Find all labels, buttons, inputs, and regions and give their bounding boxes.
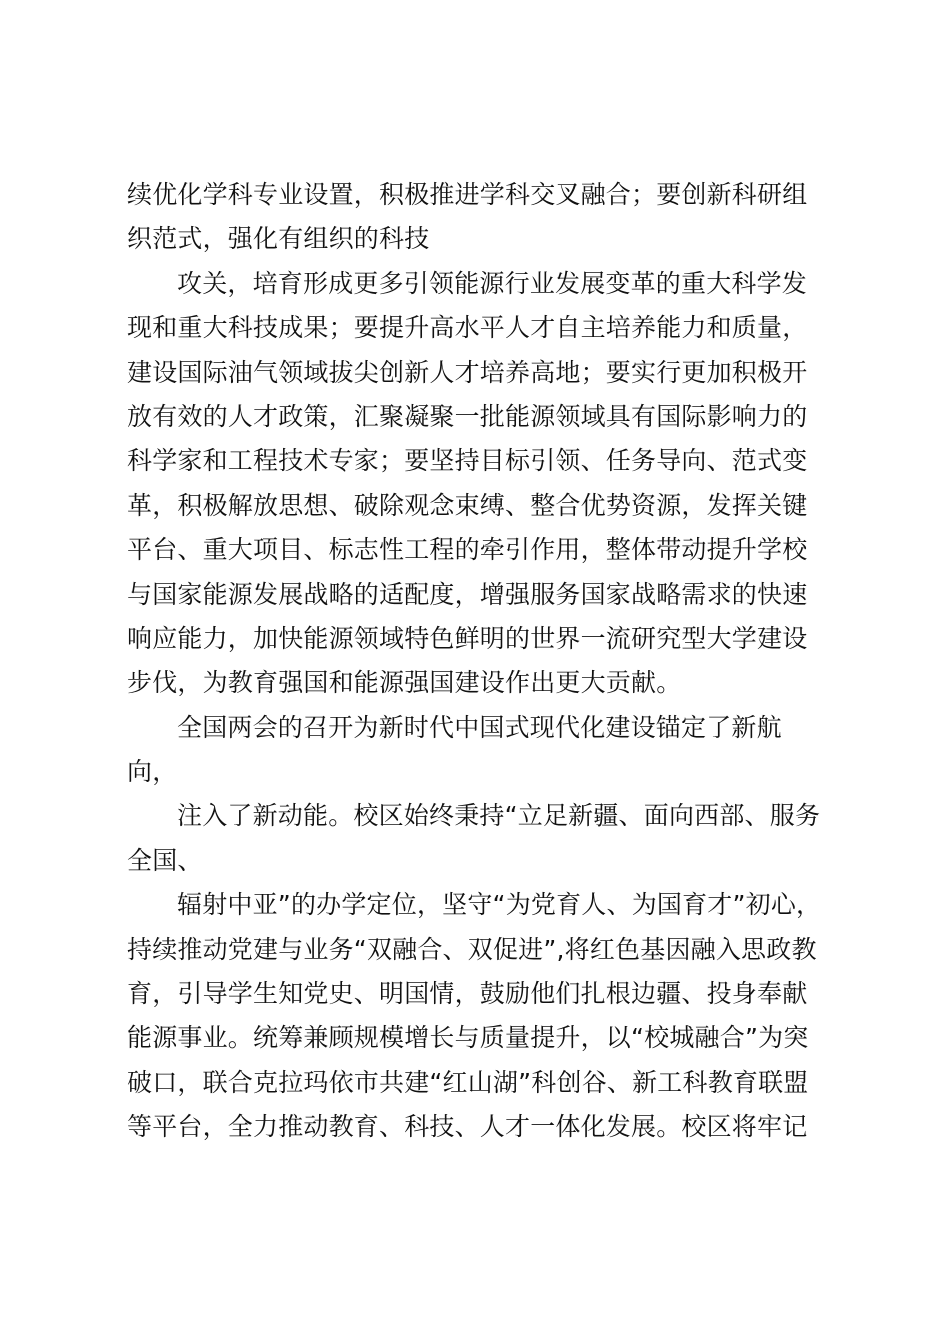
text-line: 全国、 — [127, 845, 203, 875]
text-line: 革，积极解放思想、破除观念束缚、整合优势资源，发挥关键 — [127, 490, 808, 520]
text-line: 续优化学科专业设置，积极推进学科交叉融合；要创新科研组 — [127, 180, 808, 209]
paragraph-first-line: 注入了新动能。校区始终秉持“立足新疆、面向西部、服务 — [177, 801, 821, 831]
text-line: 平台、重大项目、标志性工程的牵引作用，整体带动提升学校 — [127, 535, 808, 565]
text-line: 建设国际油气领域拔尖创新人才培养高地；要实行更加积极开 — [127, 357, 808, 387]
text-line: 放有效的人才政策，汇聚凝聚一批能源领域具有国际影响力的 — [127, 401, 808, 431]
text-line: 科学家和工程技术专家；要坚持目标引领、任务导向、范式变 — [127, 446, 808, 476]
text-line: 破口，联合克拉玛依市共建“红山湖”科创谷、新工科教育联盟 — [127, 1067, 809, 1097]
text-line: 现和重大科技成果；要提升高水平人才自主培养能力和质量， — [127, 313, 808, 343]
paragraph-first-line: 攻关，培育形成更多引领能源行业发展变革的重大科学发 — [177, 268, 808, 298]
text-line: 步伐，为教育强国和能源强国建设作出更大贡献。 — [127, 668, 682, 698]
body-text — [127, 173, 827, 1150]
text-line: 向， — [127, 757, 178, 787]
text-line: 能源事业。统筹兼顾规模增长与质量提升，以“校城融合”为突 — [127, 1023, 809, 1053]
text-line: 等平台，全力推动教育、科技、人才一体化发展。校区将牢记 — [127, 1112, 808, 1142]
text-line: 持续推动党建与业务“双融合、双促进”,将红色基因融入思政教 — [127, 934, 817, 964]
paragraph-first-line: 全国两会的召开为新时代中国式现代化建设锚定了新航 — [177, 712, 782, 742]
text-line: 育，引导学生知党史、明国情，鼓励他们扎根边疆、投身奉献 — [127, 979, 808, 1009]
text-line: 织范式，强化有组织的科技 — [127, 224, 430, 254]
text-line: 与国家能源发展战略的适配度，增强服务国家战略需求的快速 — [127, 579, 808, 609]
text-line: 响应能力，加快能源领域特色鲜明的世界一流研究型大学建设 — [127, 623, 808, 653]
paragraph-first-line: 辐射中亚”的办学定位，坚守“为党育人、为国育才”初心， — [177, 890, 822, 920]
